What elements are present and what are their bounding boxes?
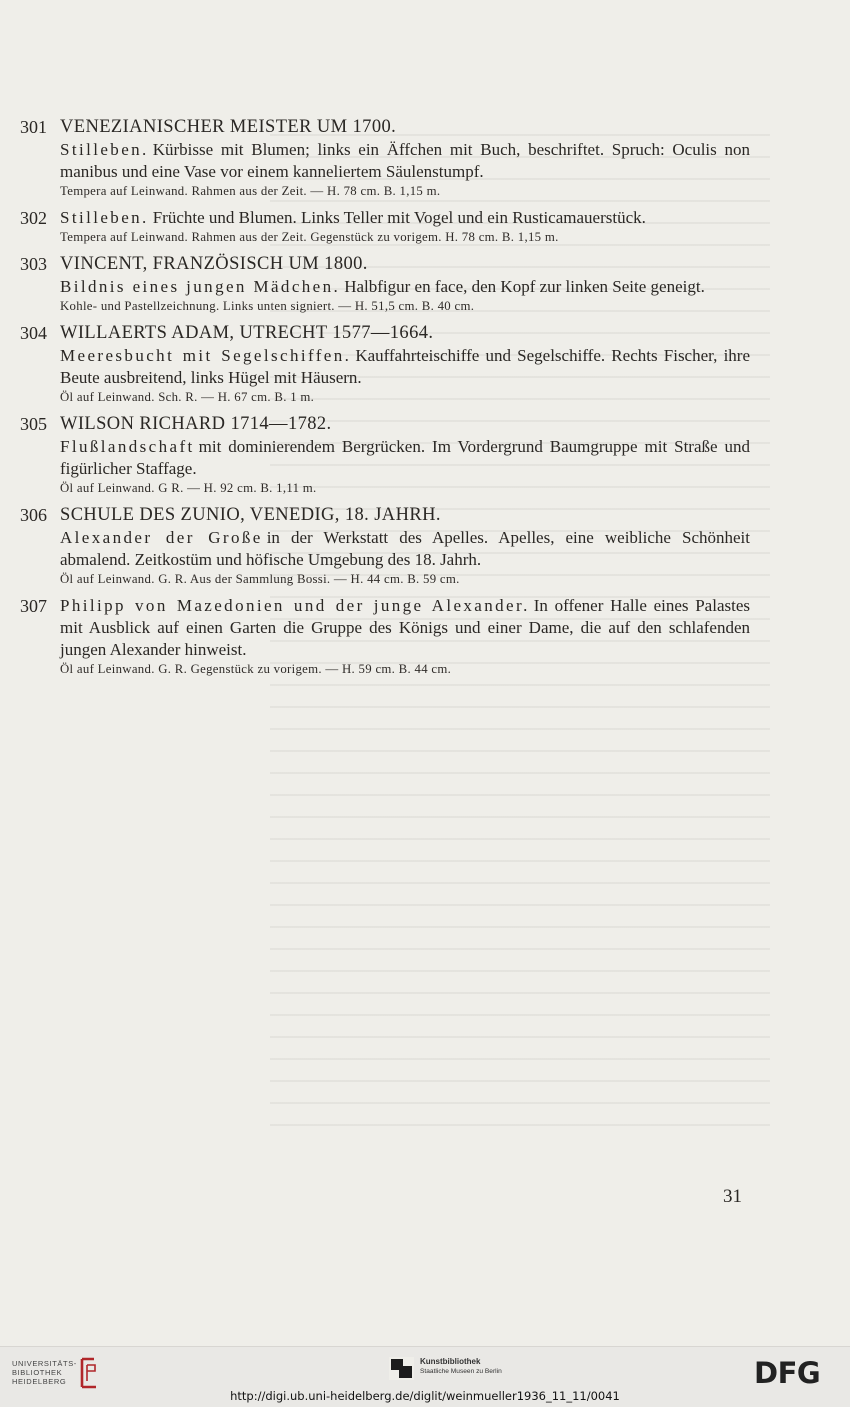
catalog-entries: [20, 116, 750, 685]
artwork-title: Flußlandschaft: [60, 437, 195, 456]
lot-description: [60, 436, 750, 480]
lot-description: [60, 139, 750, 183]
university-line: BIBLIOTHEK: [12, 1368, 63, 1377]
technical-details: Öl auf Leinwand. G R. — H. 92 cm. B. 1,11 m.: [60, 481, 317, 495]
kunstbibliothek-label[interactable]: [420, 1356, 502, 1376]
university-line: UNIVERSITÄTS-: [12, 1359, 77, 1368]
artwork-title: Stilleben.: [60, 208, 149, 227]
description-text: in der Werkstatt des Apelles. Apelles, eine weibliche Schönheit abmalend. Zeitkostüm und höfische Umgebung des 18. Jahrh.: [60, 528, 750, 569]
artwork-title: Bildnis eines jungen Mädchen.: [60, 277, 341, 296]
artist-heading: VINCENT, FRANZÖSISCH UM 1800.: [60, 254, 368, 274]
description-text: Kauffahrteischiffe und Segelschiffe. Rechts Fischer, ihre Beute ausbreitend, links Hügel mit Häusern.: [60, 346, 750, 387]
lot-number: 306: [20, 505, 47, 525]
permalink-url[interactable]: http://digi.ub.uni-heidelberg.de/diglit/weinmueller1936_11_11/0041: [230, 1389, 620, 1403]
description-text: Halbfigur en face, den Kopf zur linken Seite geneigt.: [344, 277, 705, 296]
lot-description: [60, 595, 750, 661]
technical-details: Tempera auf Leinwand. Rahmen aus der Zeit. — H. 78 cm. B. 1,15 m.: [60, 184, 441, 198]
artist-heading: WILSON RICHARD 1714—1782.: [60, 414, 332, 434]
lot-description: [60, 345, 750, 389]
technical-details: Kohle- und Pastellzeichnung. Links unten signiert. — H. 51,5 cm. B. 40 cm.: [60, 299, 475, 313]
university-logo-icon[interactable]: [78, 1357, 100, 1389]
kunstbibliothek-title: Kunstbibliothek: [420, 1357, 481, 1366]
page-number: 31: [723, 1186, 742, 1207]
kunstbibliothek-subtitle: Staatliche Museen zu Berlin: [420, 1368, 502, 1375]
kunstbibliothek-logo-icon[interactable]: [389, 1357, 414, 1380]
lot-number: 303: [20, 254, 47, 274]
lot-number: 301: [20, 117, 47, 137]
artwork-title: Meeresbucht mit Segelschiffen.: [60, 346, 352, 365]
artist-heading: SCHULE DES ZUNIO, VENEDIG, 18. JAHRH.: [60, 505, 441, 525]
technical-details: Öl auf Leinwand. Sch. R. — H. 67 cm. B. 1 m.: [60, 390, 315, 404]
catalog-entry-306: [20, 504, 750, 588]
technical-details: Öl auf Leinwand. G. R. Gegenstück zu vorigem. — H. 59 cm. B. 44 cm.: [60, 662, 452, 676]
lot-number: 305: [20, 414, 47, 434]
university-line: HEIDELBERG: [12, 1377, 67, 1386]
lot-description: [60, 527, 750, 571]
artwork-title: Alexander der Große: [60, 528, 263, 547]
lot-description: [60, 276, 750, 298]
catalog-entry-301: [20, 116, 750, 200]
lot-number: 307: [20, 596, 47, 616]
dfg-logo[interactable]: DFG: [754, 1356, 821, 1390]
artwork-title: Stilleben.: [60, 140, 149, 159]
description-text: Kürbisse mit Blumen; links ein Äffchen mit Buch, beschriftet. Spruch: Oculis non manibus und eine Vase vor einem kanneliertem Säulenstumpf.: [60, 140, 750, 181]
technical-details: Öl auf Leinwand. G. R. Aus der Sammlung Bossi. — H. 44 cm. B. 59 cm.: [60, 572, 460, 586]
catalog-entry-304: [20, 322, 750, 406]
lot-number: 304: [20, 323, 47, 343]
lot-description: [60, 207, 750, 229]
lot-number: 302: [20, 208, 47, 228]
description-text: mit dominierendem Bergrücken. Im Vordergrund Baumgruppe mit Straße und figürlicher Staffage.: [60, 437, 750, 478]
catalog-entry-302: [20, 207, 750, 246]
catalog-entry-303: [20, 253, 750, 315]
artwork-title: Philipp von Mazedonien und der junge Alexander.: [60, 596, 530, 615]
description-text: Früchte und Blumen. Links Teller mit Vogel und ein Rusticamauerstück.: [152, 208, 646, 227]
artist-heading: WILLAERTS ADAM, UTRECHT 1577—1664.: [60, 323, 434, 343]
technical-details: Tempera auf Leinwand. Rahmen aus der Zeit. Gegenstück zu vorigem. H. 78 cm. B. 1,15 m.: [60, 230, 559, 244]
catalog-entry-305: [20, 413, 750, 497]
catalog-entry-307: [20, 595, 750, 678]
artist-heading: VENEZIANISCHER MEISTER UM 1700.: [60, 117, 397, 137]
description-text: In offener Halle eines Palastes mit Ausblick auf einen Garten die Gruppe des Königs und einer Dame, die auf den schlafenden jungen Alexander hinweist.: [60, 596, 750, 659]
